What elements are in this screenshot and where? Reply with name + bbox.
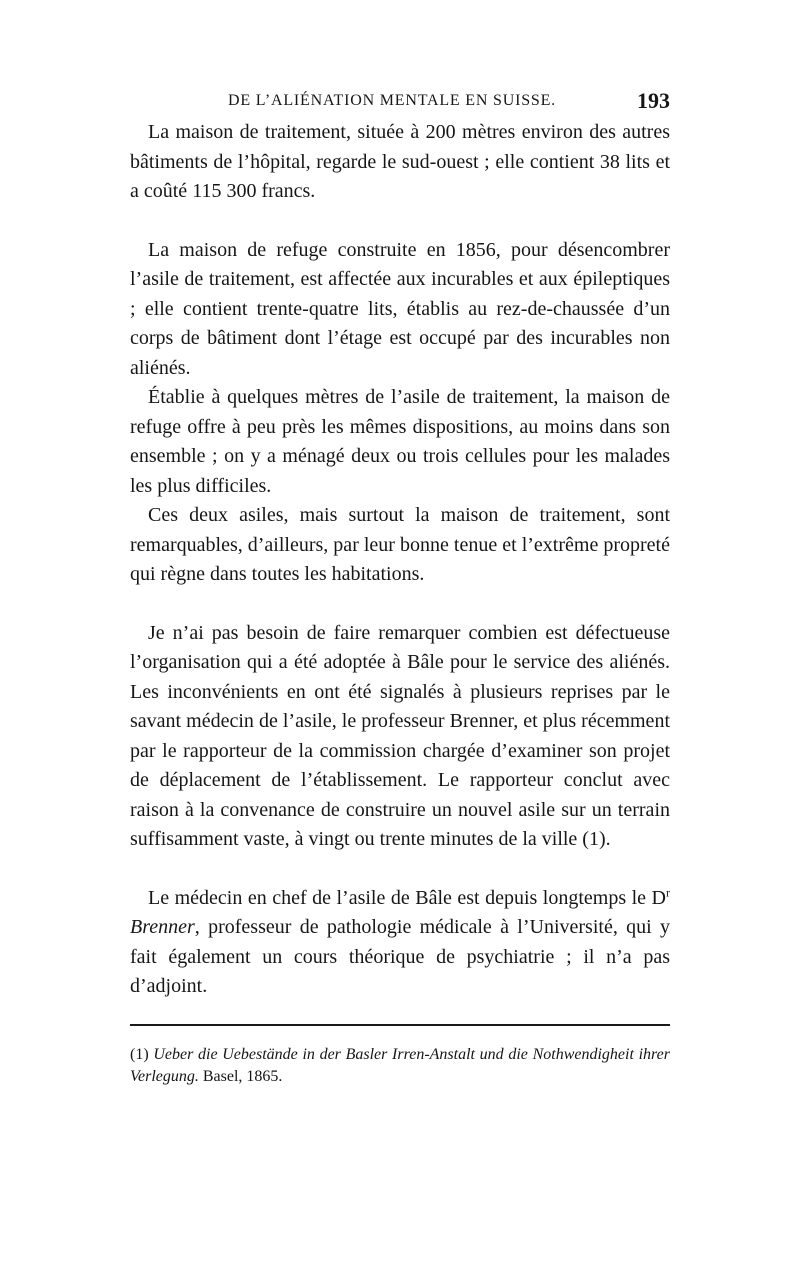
paragraph-refuge-layout: Établie à quelques mètres de l’asile de traitement, la maison de refuge offre à peu près les mêmes dispositions, au moins dans son ensemble ; on y a ménagé deux ou trois cellules pour les malades les plus difficiles. — [130, 386, 670, 497]
running-header — [130, 88, 670, 118]
footnote-location: Basel, 1865. — [202, 1068, 283, 1085]
footnote-marker: (1) — [130, 1046, 149, 1063]
paragraph-treatment-house: La maison de traitement, située à 200 mètres environ des autres bâtiments de l’hôpital, regarde le sud-ouest ; elle contient 38 lits et a coûté 115 300 francs. — [130, 121, 670, 202]
running-title: DE L’ALIÉNATION MENTALE EN SUISSE. — [228, 92, 556, 109]
physician-text-end: , professeur de pathologie médicale à l’Université, qui y fait également un cours théorique de psychiatrie ; il n’a pas d’adjoint. — [130, 916, 670, 997]
paragraph-basel-organization: Je n’ai pas besoin de faire remarquer combien est défectueuse l’organisation qui a été adoptée à Bâle pour le service des aliénés. Les inconvénients en ont été signalés à plusieurs reprises par le savant médecin de l’asile, le professeur Brenner, et plus récemment par le rapporteur de la commission chargée d’examiner son projet de déplacement de l’établissement. Le rapporteur conclut avec raison à la convenance de construire un nouvel asile sur un terrain suffisamment vaste, à vingt ou trente minutes de la ville (1). — [130, 621, 670, 850]
book-page — [130, 88, 671, 1085]
footnote — [130, 1044, 670, 1088]
footnote-title: Ueber die Uebestände in der Basler Irren-Anstalt und die Nothwendigheit ihrer Verlegung. — [130, 1046, 671, 1085]
footnote-rule — [130, 1024, 670, 1026]
physician-name: Brenner — [130, 916, 195, 938]
paragraph-chief-physician — [130, 884, 670, 1002]
paragraph-asylums-remarkable: Ces deux asiles, mais surtout la maison de traitement, sont remarquables, d’ailleurs, par leur bonne tenue et l’extrême propreté qui règne dans toutes les habitations. — [130, 504, 670, 585]
paragraph-refuge-house: La maison de refuge construite en 1856, pour désencombrer l’asile de traitement, est affectée aux incurables et aux épileptiques ; elle contient trente-quatre lits, établis au rez-de-chaussée d’un corps de bâtiment dont l’étage est occupé par des incurables non aliénés. — [130, 238, 670, 379]
doctor-superscript: r — [666, 884, 670, 899]
physician-text-start: Le médecin en chef de l’asile de Bâle est depuis longtemps le D — [148, 886, 666, 909]
page-number: 193 — [637, 88, 670, 113]
